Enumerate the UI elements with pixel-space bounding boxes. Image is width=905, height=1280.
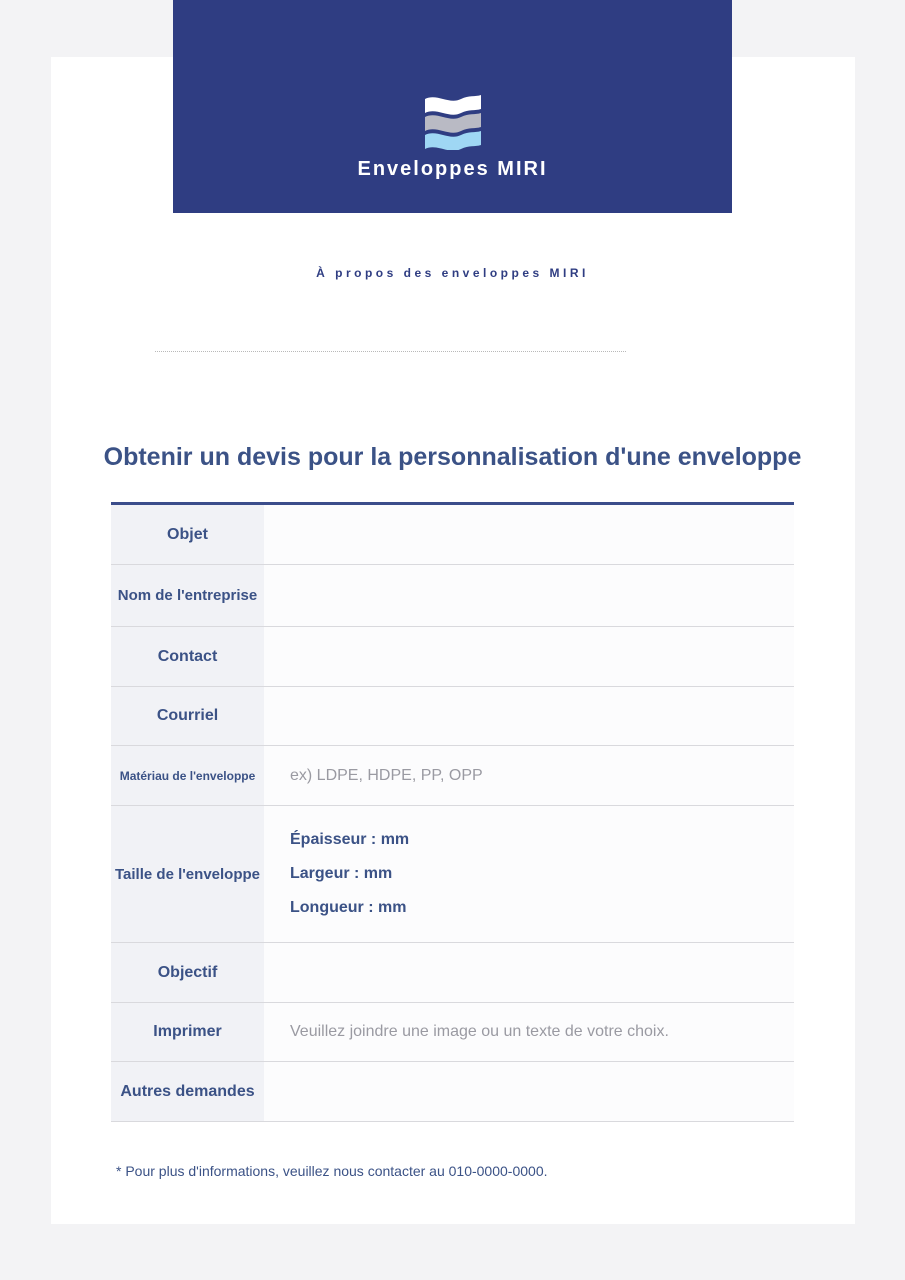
field-label: Taille de l'enveloppe: [111, 806, 264, 942]
contact-footnote: * Pour plus d'informations, veuillez nous contacter au 010-0000-0000.: [116, 1163, 548, 1179]
form-row-print: [111, 1003, 794, 1062]
divider: [155, 351, 626, 352]
form-row-material: [111, 746, 794, 806]
field-label: Objet: [111, 505, 264, 564]
material-placeholder: ex) LDPE, HDPE, PP, OPP: [290, 766, 483, 784]
size-input[interactable]: [264, 806, 794, 942]
form-row-contact: [111, 627, 794, 687]
purpose-input[interactable]: [264, 943, 794, 1002]
material-input[interactable]: [264, 746, 794, 805]
print-input[interactable]: [264, 1003, 794, 1061]
wave-logo-icon: [423, 95, 483, 150]
subject-input[interactable]: [264, 505, 794, 564]
other-requests-input[interactable]: [264, 1062, 794, 1121]
field-label: Autres demandes: [111, 1062, 264, 1121]
field-label: Matériau de l'enveloppe: [111, 746, 264, 805]
length-field[interactable]: Longueur : mm: [290, 899, 407, 916]
contact-input[interactable]: [264, 627, 794, 686]
about-link[interactable]: À propos des enveloppes MIRI: [316, 266, 589, 280]
thickness-field[interactable]: Épaisseur : mm: [290, 831, 410, 848]
form-row-company: [111, 565, 794, 627]
quote-form: [111, 502, 794, 1122]
company-name-input[interactable]: [264, 565, 794, 626]
print-placeholder: Veuillez joindre une image ou un texte de votre choix.: [290, 1023, 669, 1040]
field-label: Nom de l'entreprise: [111, 565, 264, 626]
field-label: Courriel: [111, 687, 264, 745]
brand-name: Enveloppes MIRI: [357, 158, 548, 180]
form-row-other: [111, 1062, 794, 1122]
form-row-size: [111, 806, 794, 943]
form-row-subject: [111, 505, 794, 565]
form-row-email: [111, 687, 794, 746]
width-field[interactable]: Largeur : mm: [290, 865, 393, 882]
form-title: Obtenir un devis pour la personnalisation d'une enveloppe: [103, 443, 802, 471]
form-row-purpose: [111, 943, 794, 1003]
email-input[interactable]: [264, 687, 794, 745]
field-label: Imprimer: [111, 1003, 264, 1061]
field-label: Objectif: [111, 943, 264, 1002]
field-label: Contact: [111, 627, 264, 686]
